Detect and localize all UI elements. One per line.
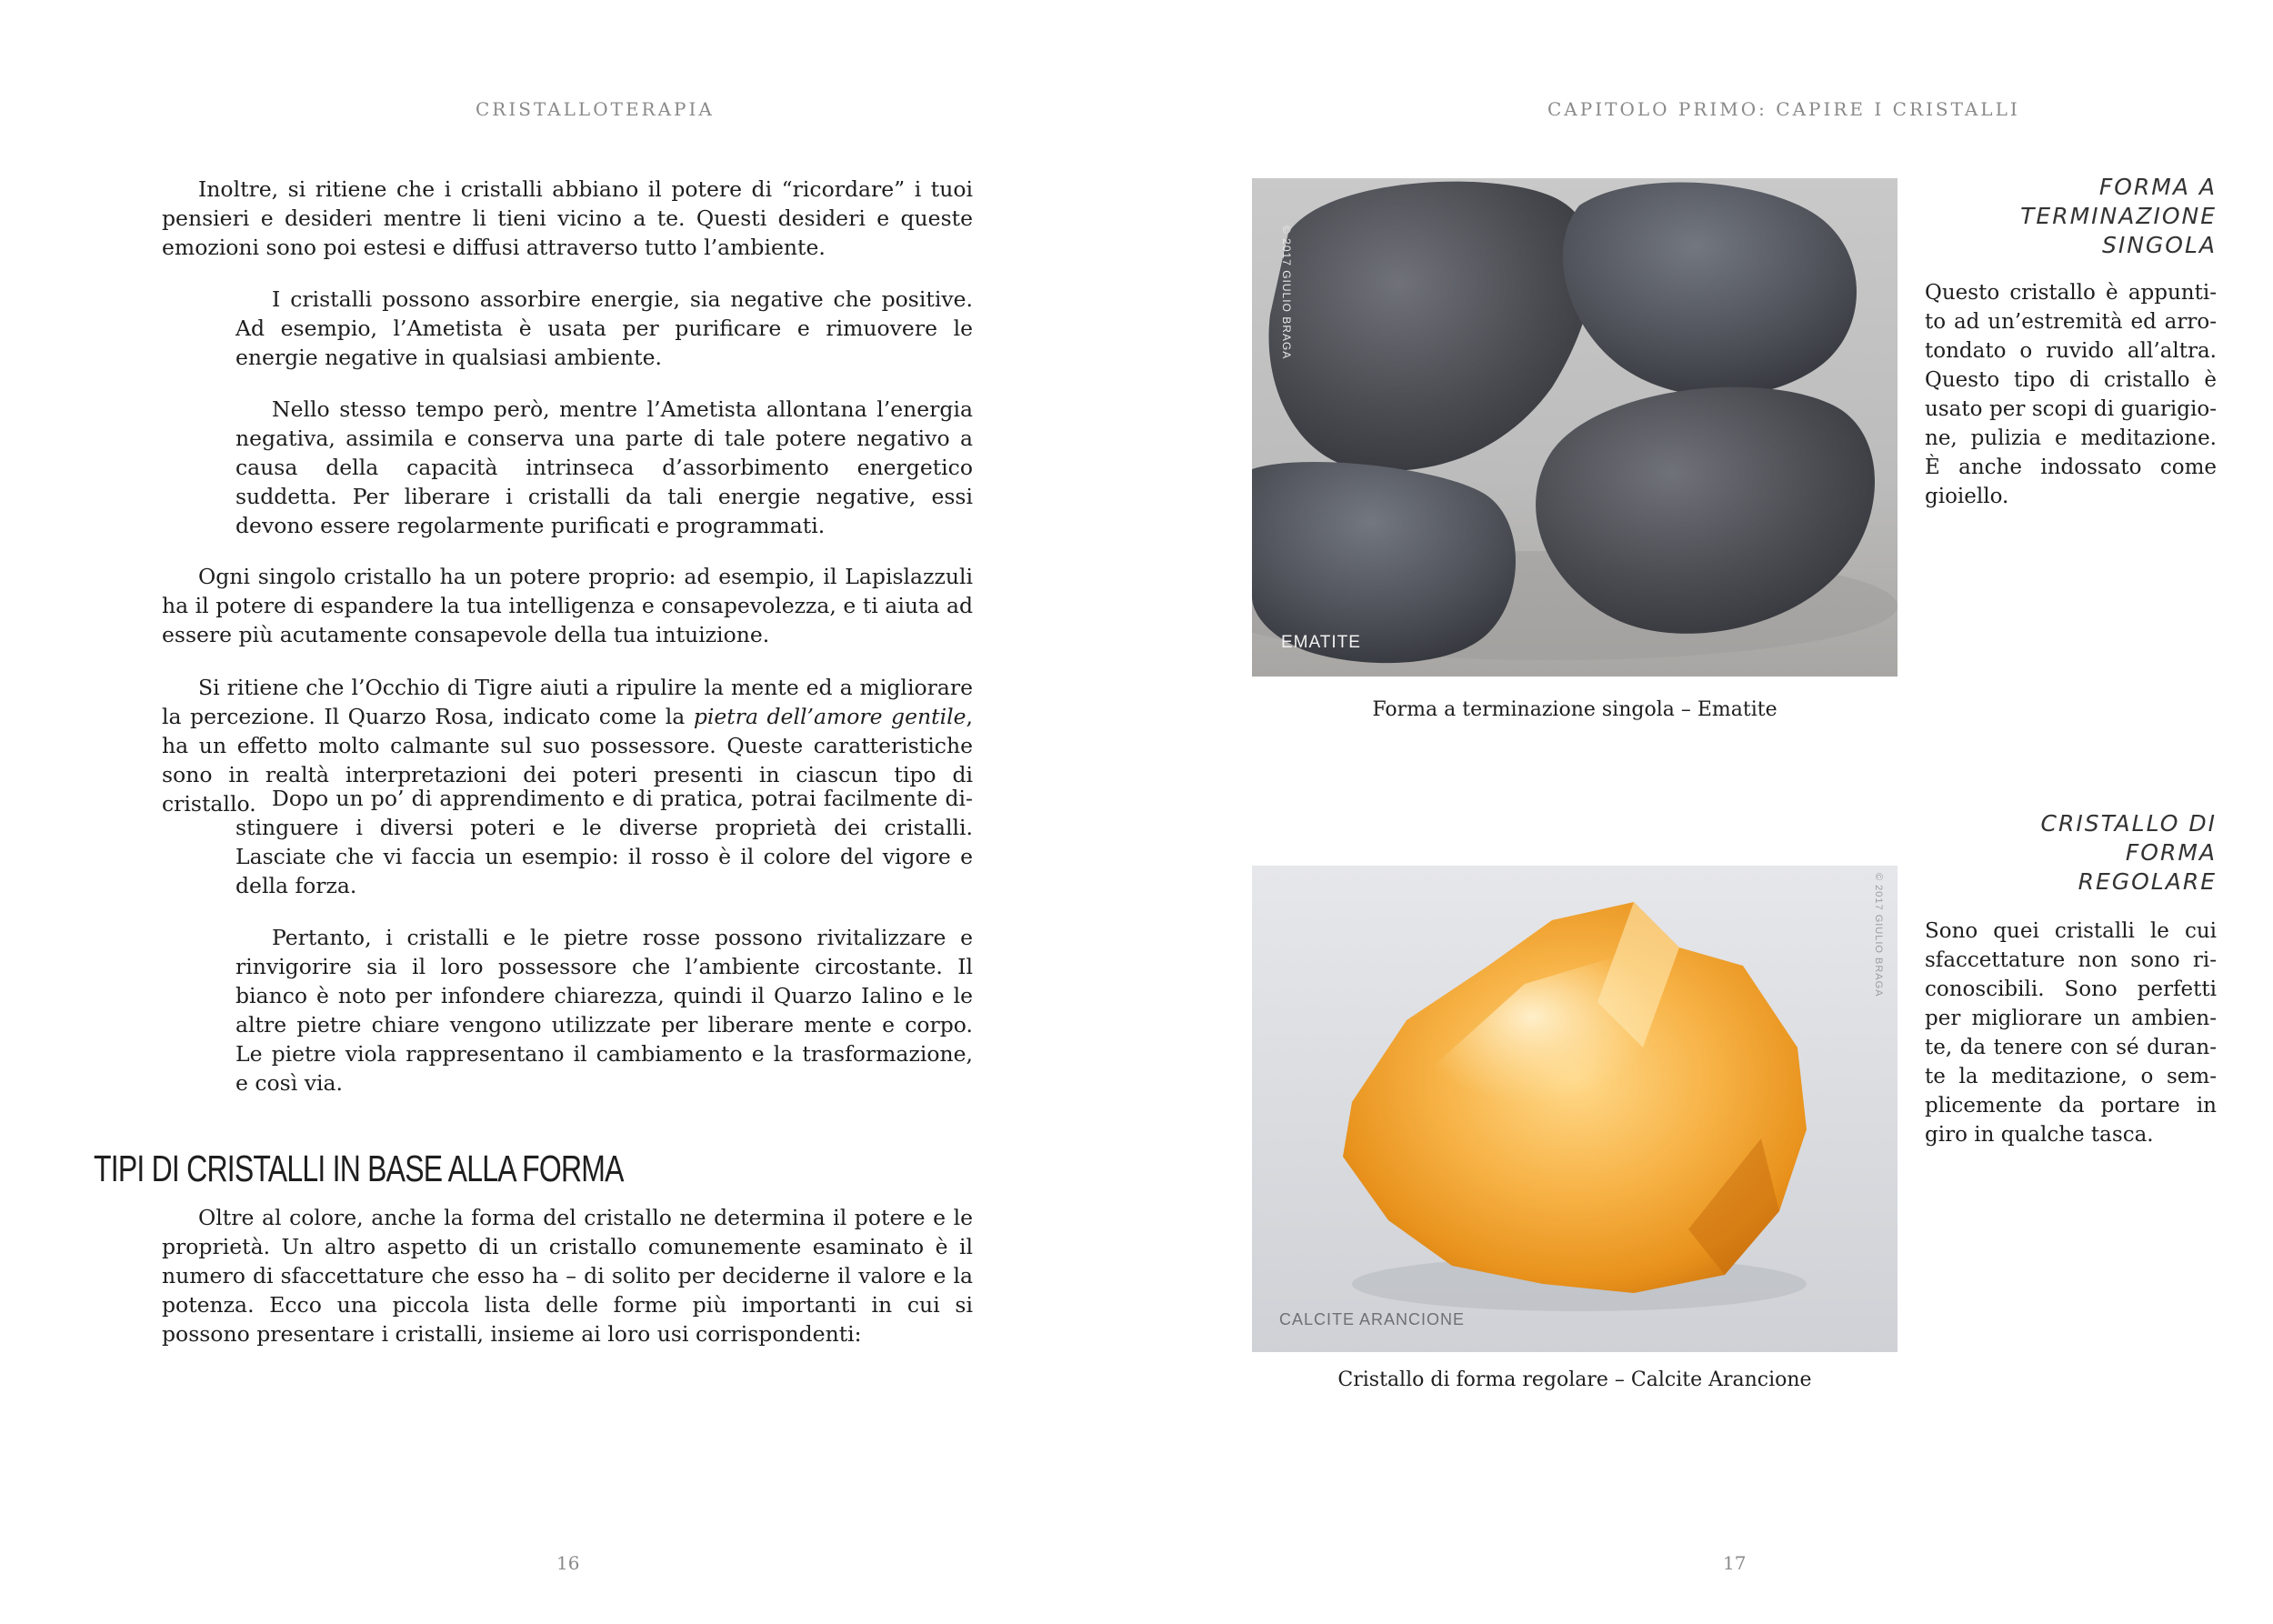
- paragraph-5-text-b: , ha un effetto molto calmante sul suo possessore. Queste caratteristiche sono in realtà interpretazioni dei poteri presenti in ciascun tipo di cristallo.: [162, 704, 974, 817]
- running-head-left: CRISTALLOTERAPIA: [476, 98, 715, 120]
- sidebar-2-heading: [1909, 809, 2217, 897]
- calcite-copyright: © 2017 GIULIO BRAGA: [1873, 873, 1884, 997]
- paragraph-1-text: Inoltre, si ritiene che i cristalli abbiano il potere di “ricordare” i tuoi pensieri e desideri mentre li tieni vicino a te. Questi desideri e queste emozioni sono poi estesi e diffusi attraverso tutto l’ambiente.: [162, 176, 973, 260]
- calcite-label: CALCITE ARANCIONE: [1279, 1310, 1466, 1328]
- sidebar-2-heading-line-1: CRISTALLO DI: [2040, 810, 2217, 837]
- paragraph-2-text: I cristalli possono assorbire energie, sia negative che positive. Ad esempio, l’Ametista è usata per purificare e rimuovere le energie negative in qualsiasi ambiente.: [235, 286, 973, 370]
- caption-calcite: Cristallo di forma regolare – Calcite Arancione: [1337, 1368, 1812, 1391]
- sidebar-1-text: Questo cristallo è appuntito ad un’estremità ed arrotondato o ruvido all’altra. Questo tipo di cristallo è usato per scopi di guarigione, pulizia e meditazione. È anche indossato come gioiello.: [1925, 281, 2217, 508]
- caption-ematite: Forma a terminazione singola – Ematite: [1372, 698, 1777, 721]
- paragraph-8: [162, 1203, 973, 1348]
- paragraph-7: [235, 923, 973, 1098]
- page-number-left: 16: [556, 1552, 580, 1574]
- paragraph-7-text: Pertanto, i cristalli e le pietre rosse possono rivitalizzare e rinvigorire sia il loro possessore che l’ambiente circostante. Il bianco è noto per infondere chiarezza, quindi il Quarzo Ialino e le altre pietre chiare vengono utilizzate per liberare mente e corpo. Le pietre viola rappresentano il cambiamento e la trasformazione, e così via.: [235, 925, 973, 1096]
- photo-calcite: [1252, 866, 1898, 1352]
- sidebar-2-heading-line-2: FORMA: [2125, 839, 2217, 866]
- sidebar-1-heading-line-3: SINGOLA: [2101, 232, 2217, 258]
- sidebar-1-heading-line-2: TERMINAZIONE: [2020, 203, 2217, 229]
- page-number-right: 17: [1723, 1552, 1747, 1574]
- paragraph-3-text: Nello stesso tempo però, mentre l’Ametista allontana l’energia negativa, assimila e conserva una parte di tale potere negativo a causa della capacità intrinseca d’assorbimento energetico suddetta. Per liberare i cristalli da tali energie negative, essi devono essere regolarmente purificati e programmati.: [235, 396, 973, 538]
- sidebar-1-heading-line-1: FORMA A: [2098, 174, 2217, 200]
- paragraph-4-text: Ogni singolo cristallo ha un potere proprio: ad esempio, il Lapislazzuli ha il potere di espandere la tua intelligenza e consapevolezza, e ti aiuta ad essere più acutamente consapevole della tua intuizione.: [162, 564, 973, 647]
- section-title: TIPI DI CRISTALLI IN BASE ALLA FORMA: [94, 1148, 624, 1189]
- sidebar-1-heading: [1909, 173, 2217, 260]
- paragraph-4: [162, 562, 973, 649]
- paragraph-2: [235, 285, 973, 372]
- paragraph-6-text: Dopo un po’ di apprendimento e di pratica, potrai facilmente distinguere i diversi poteri e le diverse proprietà dei cristalli. Lasciate che vi faccia un esempio: il rosso è il colore del vigore e della forza.: [235, 786, 973, 898]
- sidebar-2-heading-line-3: REGOLARE: [2078, 868, 2217, 895]
- paragraph-5-text-a: Si ritiene che l’Occhio di Tigre aiuti a ripulire la mente ed a migliorare la percezione. Il Quarzo Rosa, indicato come la: [162, 675, 973, 729]
- sidebar-2-text: Sono quei cristalli le cui sfaccettature non sono riconoscibili. Sono perfetti per migliorare un ambiente, da tenere con sé durante la meditazione, o semplicemente da portare in giro in qualche tasca.: [1925, 919, 2217, 1147]
- running-head-right: CAPITOLO PRIMO: CAPIRE I CRISTALLI: [1547, 98, 2020, 120]
- paragraph-6: [235, 784, 973, 900]
- paragraph-5-italic: pietra dell’amore gentile: [693, 704, 966, 729]
- paragraph-3: [235, 395, 973, 540]
- paragraph-8-text: Oltre al colore, anche la forma del cristallo ne determina il potere e le proprietà. Un altro aspetto di un cristallo comunemente esaminato è il numero di sfaccettature che esso ha – di solito per deciderne il valore e la potenza. Ecco una piccola lista delle forme più importanti in cui si possono presentare i cristalli, insieme ai loro usi corrispondenti:: [162, 1205, 973, 1347]
- ematite-stones-image: [1252, 178, 1898, 677]
- calcite-crystal-image: [1252, 866, 1898, 1352]
- paragraph-1: [162, 175, 973, 262]
- photo-ematite: [1252, 178, 1898, 677]
- ematite-copyright: © 2017 GIULIO BRAGA: [1280, 226, 1293, 360]
- ematite-label: EMATITE: [1281, 633, 1361, 652]
